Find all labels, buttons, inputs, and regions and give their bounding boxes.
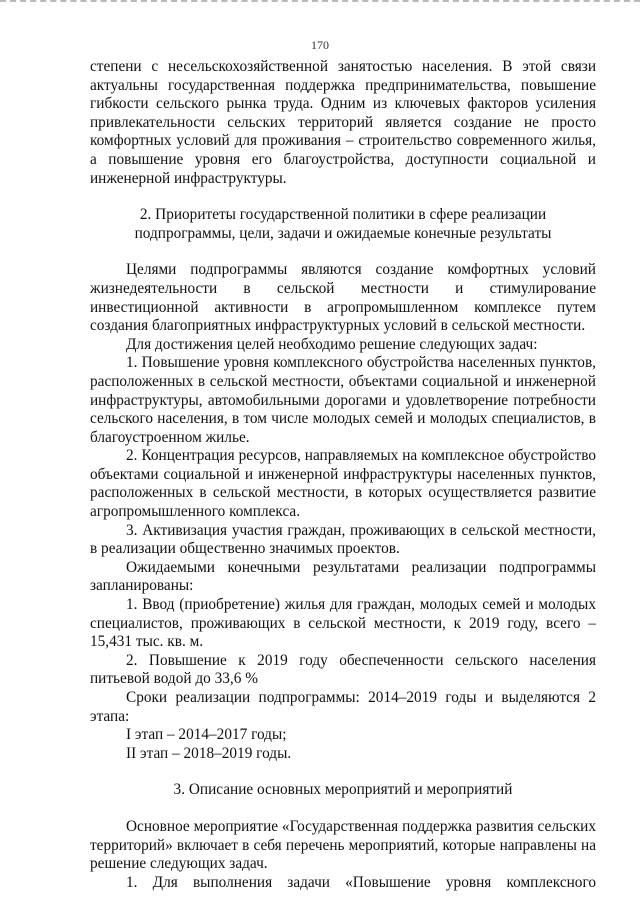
task-item-1: 1. Повышение уровня комплексного обустройства населенных пунктов, расположенных в сельской местности, объектами социальной и инженерной инфраструктуры, автомобильными дорогами и удовлетворение потребности сельского населения, в том числе молодых семей и молодых специалистов, в благоустроенном жилье. [90,354,596,446]
document-body [90,58,596,892]
item-1-start: 1. Для выполнения задачи «Повышение уровня комплексного [126,873,596,891]
section-3-title: 3. Описание основных мероприятий и мероприятий [173,781,513,799]
result-item-2: 2. Повышение к 2019 году обеспеченности сельского населения питьевой водой до 33,6 % [90,651,596,688]
goals-paragraph: Целями подпрограммы являются создание комфортных условий жизнедеятельности в сельской местности и стимулирование инвестиционной активности в агропромышленном комплексе путем создания благоприятных инфраструктурных условий в сельской местности. [90,261,596,335]
result-item-1: 1. Ввод (приобретение) жилья для граждан, молодых семей и молодых специалистов, проживающих в сельской местности, к 2019 году, всего – 15,431 тыс. кв. м. [90,596,596,651]
results-intro: Ожидаемыми конечными результатами реализации подпрограммы запланированы: [90,558,596,595]
section-2-title: 2. Приоритеты государственной политики в сфере реализации подпрограммы, цели, задачи и ожидаемые конечные результаты [134,206,552,242]
main-event-paragraph: Основное мероприятие «Государственная поддержка развития сельских территорий» включает в себя перечень мероприятий, которые направлены на решение следующих задач. [90,817,596,873]
terms-paragraph: Сроки реализации подпрограммы: 2014–2019 годы и выделяются 2 этапа: [90,689,596,725]
task-item-3: 3. Активизация участия граждан, проживающих в сельской местности, в реализации общественно значимых проектов. [90,521,596,558]
task-item-2: 2. Концентрация ресурсов, направляемых на комплексное обустройство объектами социальной и инженерной инфраструктуры населенных пунктов, расположенных в сельской местности, в которых осуществляется развитие агропромышленного комплекса. [90,447,596,521]
intro-paragraph: степени с несельскохозяйственной занятостью населения. В этой связи актуальны государственная поддержка предпринимательства, повышение гибкости сельского рынка труда. Одним из ключевых факторов усиления привлекательности сельских территорий является создание не просто комфортных условий для проживания – строительство современного жилья, а повышение уровня его благоустройства, доступности социальной и инженерной инфраструктуры. [90,58,596,187]
stage-item-2: II этап – 2018–2019 годы. [126,744,292,762]
scan-edge-marks [0,0,640,2]
tasks-intro: Для достижения целей необходимо решение следующих задач: [126,335,538,353]
stage-item-1: I этап – 2014–2017 годы; [126,726,287,744]
page-number: 170 [311,38,329,52]
